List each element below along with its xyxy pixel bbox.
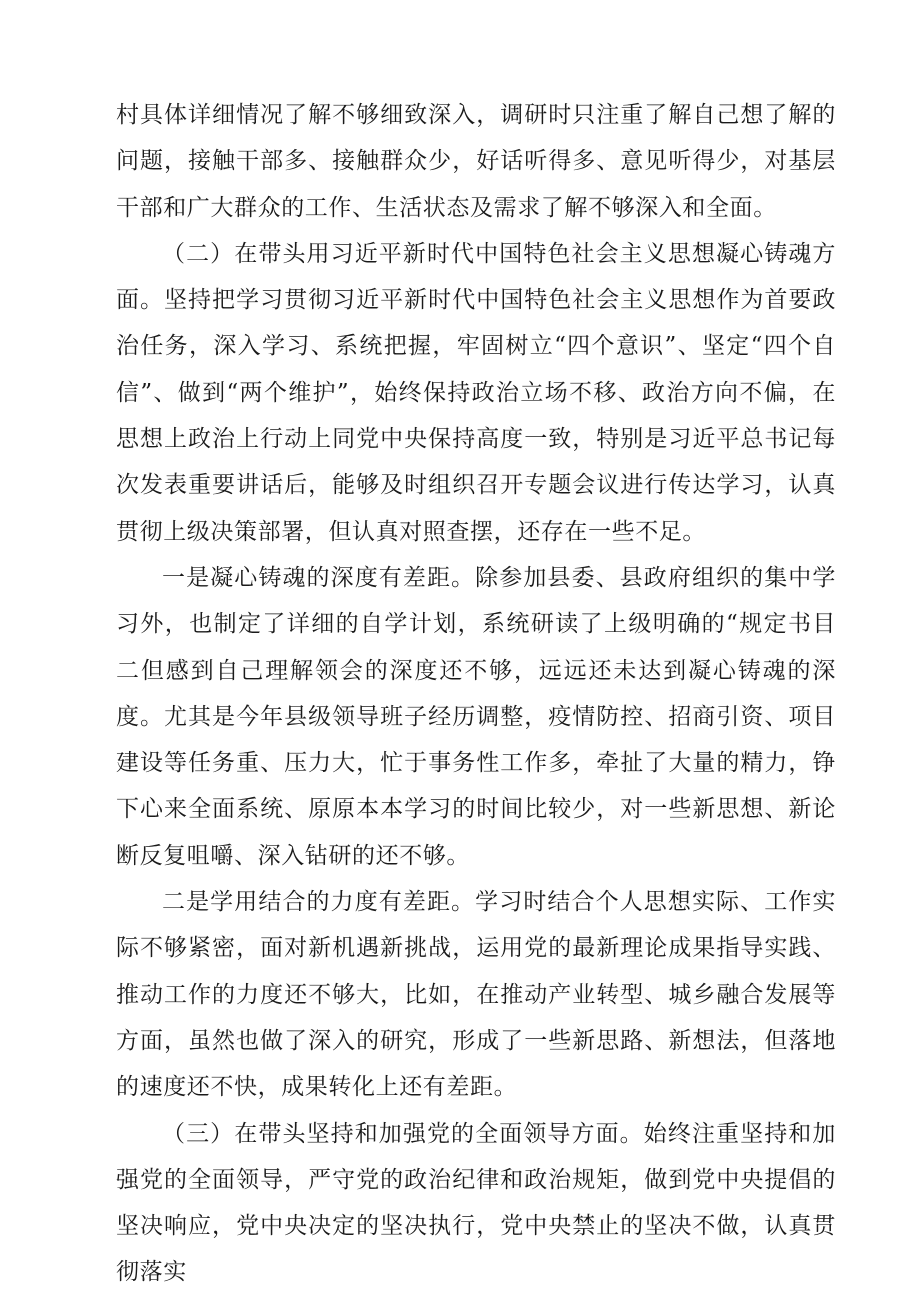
paragraph-1: 村具体详细情况了解不够细致深入，调研时只注重了解自己想了解的问题，接触干部多、接触群众少，好话听得多、意见听得少，对基层干部和广大群众的工作、生活状态及需求了解不够深入和全面。 xyxy=(116,102,836,221)
document-body xyxy=(116,92,836,1296)
paragraph-3: 一是凝心铸魂的深度有差距。除参加县委、县政府组织的集中学习外，也制定了详细的自学计划，系统研读了上级明确的“规定书目二但感到自己理解领会的深度还不够，远远还未达到凝心铸魂的深度。尤其是今年县级领导班子经历调整，疫情防控、招商引资、项目建设等任务重、压力大，忙于事务性工作多，牵扯了大量的精力，铮下心来全面系统、原原本本学习的时间比较少，对一些新思想、新论断反复咀嚼、深入钻研的还不够。 xyxy=(116,564,836,869)
paragraph-4: 二是学用结合的力度有差距。学习时结合个人思想实际、工作实际不够紧密，面对新机遇新挑战，运用党的最新理论成果指导实践、推动工作的力度还不够大，比如，在推动产业转型、城乡融合发展等方面，虽然也做了深入的研究，形成了一些新思路、新想法，但落地的速度还不快，成果转化上还有差距。 xyxy=(116,889,836,1101)
paragraph-2: （二）在带头用习近平新时代中国特色社会主义思想凝心铸魂方面。坚持把学习贯彻习近平新时代中国特色社会主义思想作为首要政治任务，深入学习、系统把握，牢固树立“四个意识”、坚定“四个自信”、做到“两个维护”，始终保持政治立场不移、政治方向不偏，在思想上政治上行动上同党中央保持高度一致，特别是习近平总书记每次发表重要讲话后，能够及时组织召开专题会议进行传达学习，认真贯彻上级决策部署，但认真对照查摆，还存在一些不足。 xyxy=(116,240,836,545)
paragraph-5: （三）在带头坚持和加强党的全面领导方面。始终注重坚持和加强党的全面领导，严守党的政治纪律和政治规矩，做到党中央提倡的坚决响应，党中央决定的坚决执行，党中央禁止的坚决不做，认真贯彻落实 xyxy=(116,1120,836,1286)
